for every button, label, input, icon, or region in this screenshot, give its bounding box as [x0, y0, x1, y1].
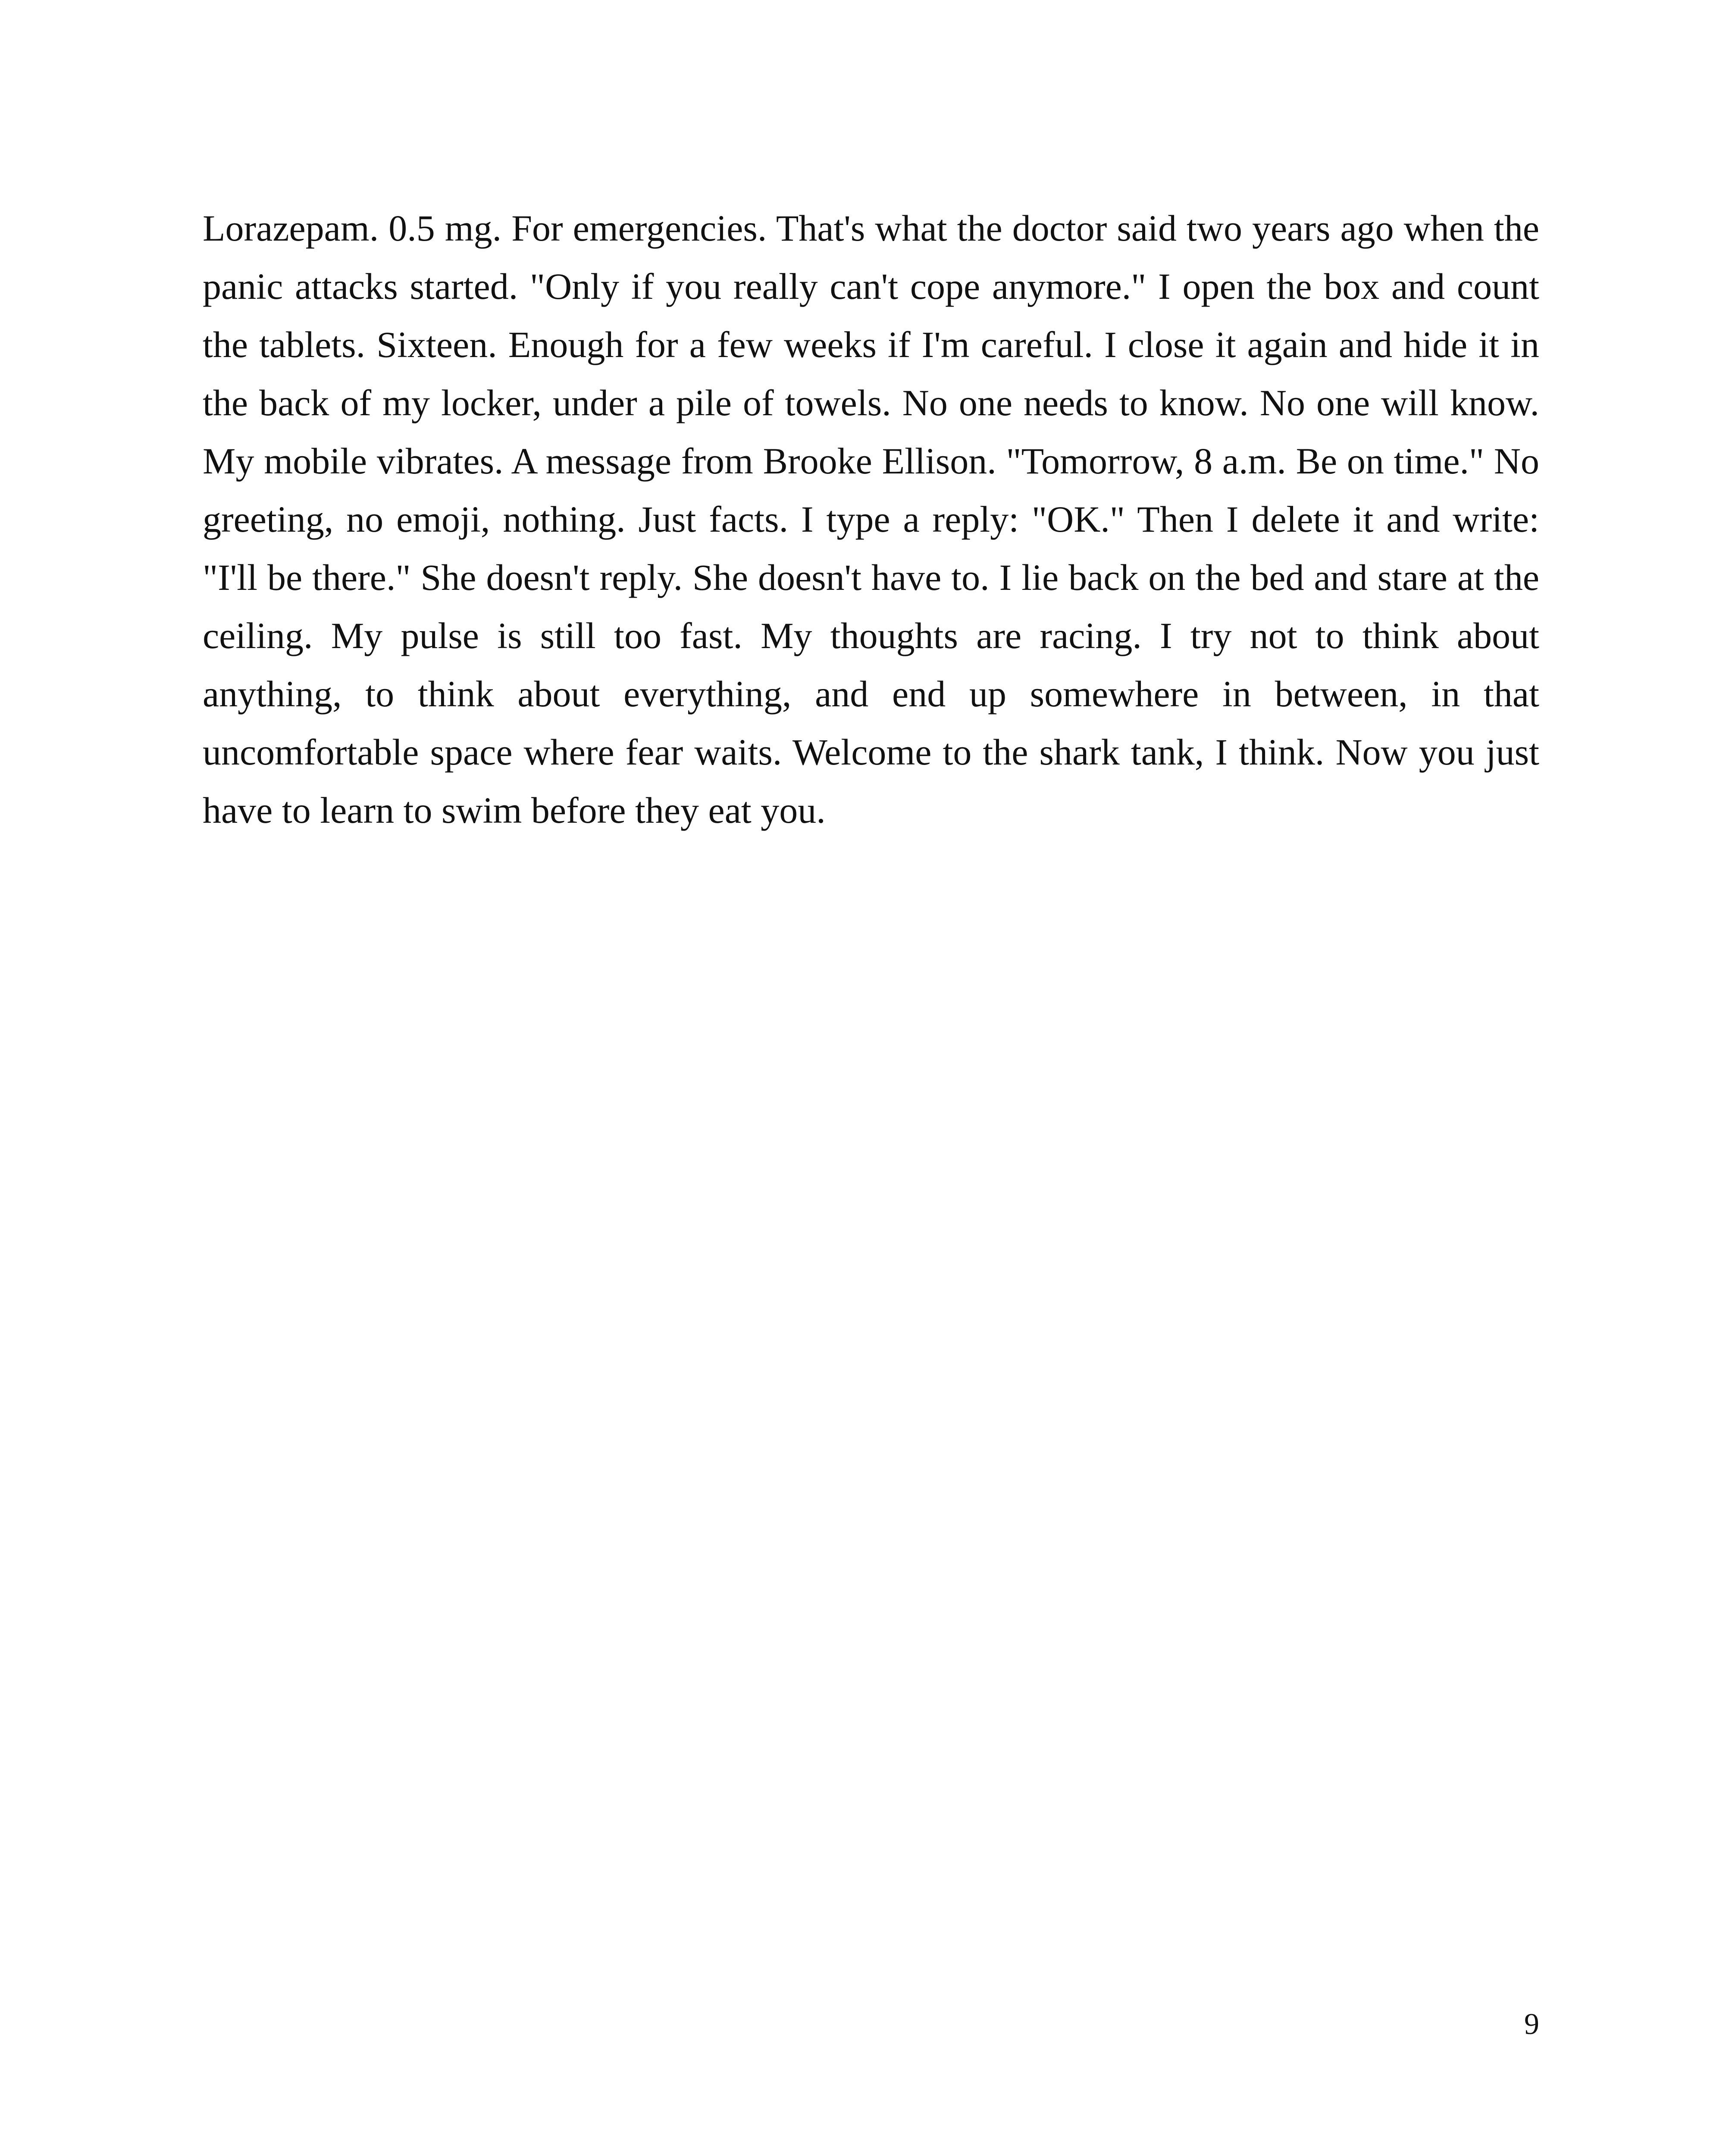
- page-number: 9: [1524, 2008, 1539, 2041]
- body-paragraph: Lorazepam. 0.5 mg. For emergencies. That's what the doctor said two years ago when the panic attacks started. "Only if you really can't cope anymore." I open the box and count the tablets. Sixteen. Enough for a few weeks if I'm careful. I close it again and hide it in the back of my locker, under a pile of towels. No one needs to know. No one will know. My mobile vibrates. A message from Brooke Ellison. "Tomorrow, 8 a.m. Be on time." No greeting, no emoji, nothing. Just facts. I type a reply: "OK." Then I delete it and write: "I'll be there." She doesn't reply. She doesn't have to. I lie back on the bed and stare at the ceiling. My pulse is still too fast. My thoughts are racing. I try not to think about anything, to think about everything, and end up somewhere in between, in that uncomfortable space where fear waits. Welcome to the shark tank, I think. Now you just have to learn to swim before they eat you.: [203, 207, 1539, 831]
